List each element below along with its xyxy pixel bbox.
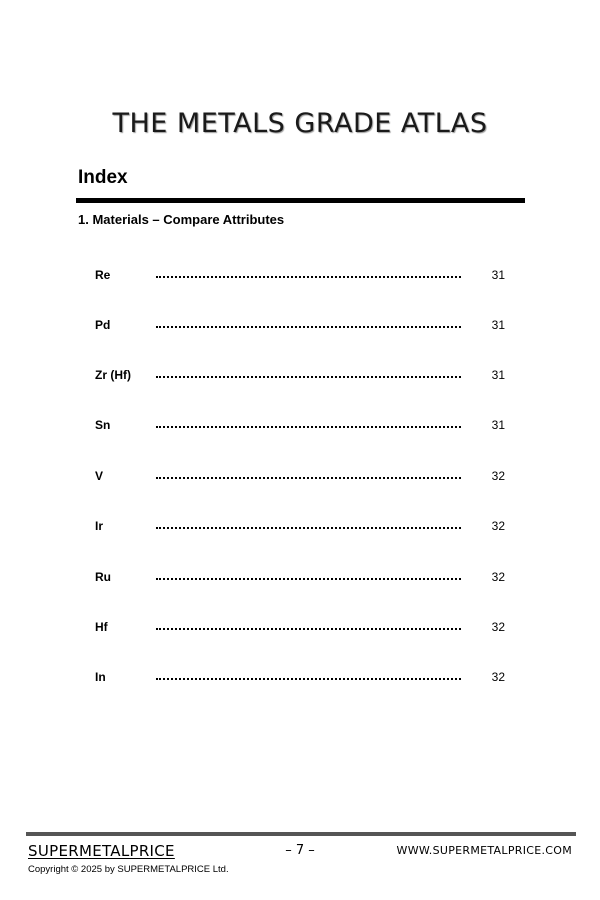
dot-leader bbox=[156, 426, 461, 428]
entry-label: In bbox=[95, 670, 106, 684]
entry-label: Pd bbox=[95, 318, 111, 332]
dot-leader bbox=[156, 527, 461, 529]
entry-page: 32 bbox=[491, 670, 505, 684]
footer-website[interactable]: WWW.SUPERMETALPRICE.COM bbox=[396, 844, 572, 857]
entry-label: Ru bbox=[95, 570, 111, 584]
index-entry[interactable] bbox=[0, 620, 600, 636]
dot-leader bbox=[156, 628, 461, 630]
heading-divider bbox=[76, 198, 525, 203]
entry-label: Sn bbox=[95, 418, 111, 432]
dot-leader bbox=[156, 578, 461, 580]
entry-label: Re bbox=[95, 268, 111, 282]
entry-label: V bbox=[95, 469, 104, 483]
copyright-notice: Copyright © 2025 by SUPERMETALPRICE Ltd. bbox=[28, 864, 229, 875]
entry-page: 32 bbox=[491, 469, 505, 483]
document-title: THE METALS GRADE ATLAS bbox=[112, 108, 488, 139]
dot-leader bbox=[156, 678, 461, 680]
footer-divider bbox=[26, 832, 576, 836]
section-heading: 1. Materials – Compare Attributes bbox=[78, 212, 285, 227]
index-entry[interactable] bbox=[0, 318, 600, 334]
entry-page: 31 bbox=[491, 268, 505, 282]
entry-page: 32 bbox=[491, 620, 505, 634]
index-entry[interactable] bbox=[0, 670, 600, 686]
entry-page: 31 bbox=[491, 418, 505, 432]
entry-page: 31 bbox=[491, 368, 505, 382]
index-heading: Index bbox=[78, 167, 128, 188]
entry-page: 32 bbox=[491, 570, 505, 584]
entry-page: 32 bbox=[491, 519, 505, 533]
index-entry[interactable] bbox=[0, 268, 600, 284]
entry-label: Ir bbox=[95, 519, 104, 533]
index-entry[interactable] bbox=[0, 418, 600, 434]
index-entry[interactable] bbox=[0, 570, 600, 586]
entry-label: Zr (Hf) bbox=[95, 368, 131, 382]
entry-label: Hf bbox=[95, 620, 108, 634]
entry-page: 31 bbox=[491, 318, 505, 332]
dot-leader bbox=[156, 376, 461, 378]
dot-leader bbox=[156, 276, 461, 278]
index-entry[interactable] bbox=[0, 368, 600, 384]
footer-brand: SUPERMETALPRICE bbox=[28, 842, 175, 860]
dot-leader bbox=[156, 477, 461, 479]
index-entry[interactable] bbox=[0, 519, 600, 535]
page-number: – 7 – bbox=[285, 843, 315, 858]
index-entry[interactable] bbox=[0, 469, 600, 485]
dot-leader bbox=[156, 326, 461, 328]
